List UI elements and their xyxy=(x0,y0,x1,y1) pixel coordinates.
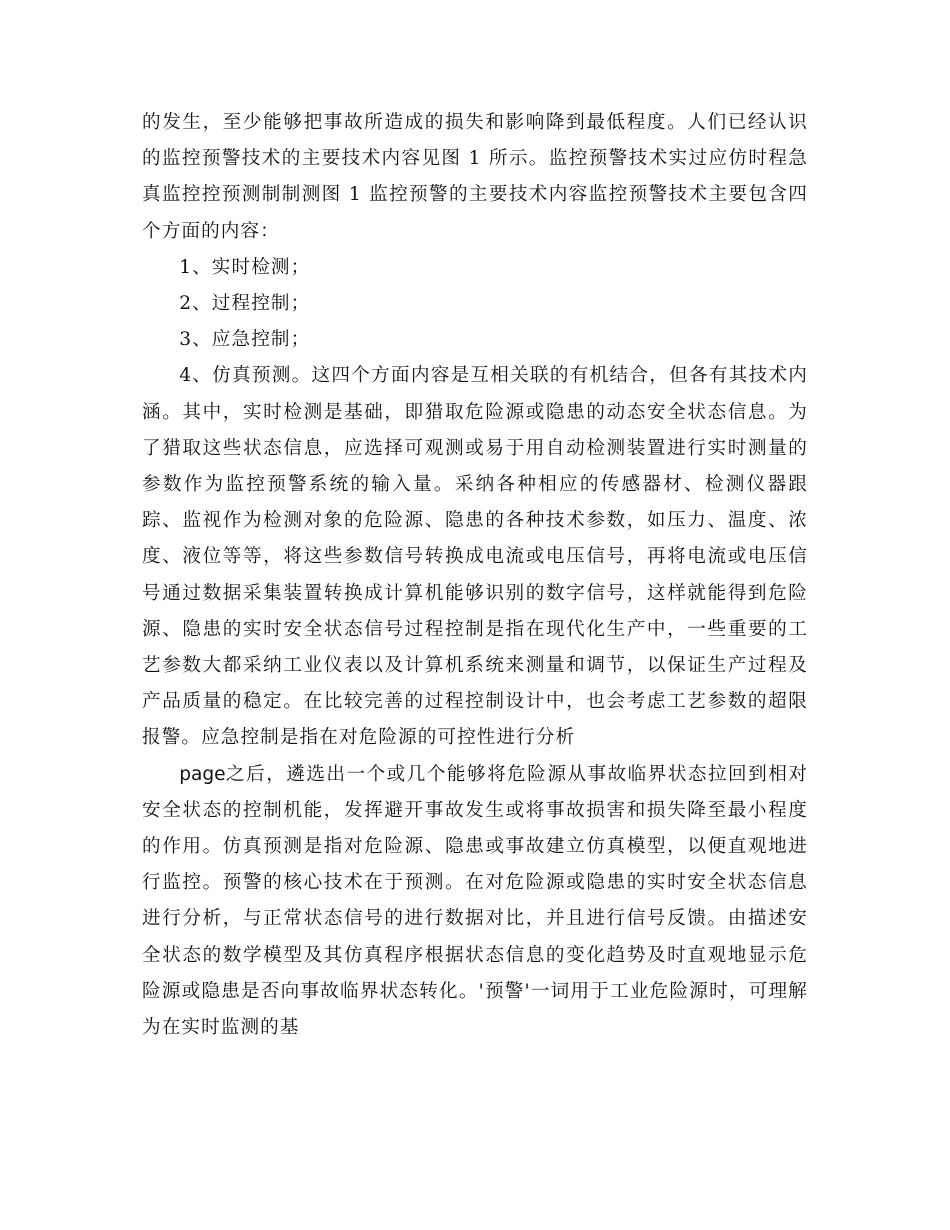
list-item-realtime-detection: 1、实时检测； xyxy=(179,256,311,278)
page-marker: page xyxy=(179,763,226,785)
paragraph-intro: 的发生，至少能够把事故所造成的损失和影响降到最低程度。人们已经认识的监控预警技术的主要技术内容见图 1 所示。监控预警技术实过应仿时程急真监控控预测制制测图 1 监控预警的主要技术内容监控预警技术主要包含四个方面的内容： xyxy=(142,112,808,242)
paragraph-simulation-prediction: 4、仿真预测。这四个方面内容是互相关联的有机结合，但各有其技术内涵。其中，实时检测是基础，即猎取危险源或隐患的动态安全状态信息。为了猎取这些状态信息，应选择可观测或易于用自动检测装置进行实时测量的参数作为监控预警系统的输入量。采纳各种相应的传感器材、检测仪器跟踪、监视作为检测对象的危险源、隐患的各种技术参数，如压力、温度、浓度、液位等等，将这些参数信号转换成电流或电压信号，再将电流或电压信号通过数据采集装置转换成计算机能够识别的数字信号，这样就能得到危险源、隐患的实时安全状态信号过程控制是指在现代化生产中，一些重要的工艺参数大都采纳工业仪表以及计算机系统来测量和调节，以保证生产过程及产品质量的稳定。在比较完善的过程控制设计中，也会考虑工艺参数的超限报警。应急控制是指在对危险源的可控性进行分析 xyxy=(142,365,808,749)
list-item-process-control: 2、过程控制； xyxy=(179,293,311,315)
paragraph-after-page xyxy=(142,757,808,1047)
document-body xyxy=(142,105,808,1046)
paragraph-continuation: 之后，遴选出一个或几个能够将危险源从事故临界状态拉回到相对安全状态的控制机能，发挥避开事故发生或将事故损害和损失降至最小程度的作用。仿真预测是指对危险源、隐患或事故建立仿真模型，以便直观地进行监控。预警的核心技术在于预测。在对危险源或隐患的实时安全状态信息进行分析，与正常状态信号的进行数据对比，并且进行信号反馈。由描述安全状态的数学模型及其仿真程序根据状态信息的变化趋势及时直观地显示危险源或隐患是否向事故临界状态转化。'预警'一词用于工业危险源时，可理解为在实时监测的基 xyxy=(142,763,808,1039)
list-item-emergency-control: 3、应急控制； xyxy=(179,329,311,351)
